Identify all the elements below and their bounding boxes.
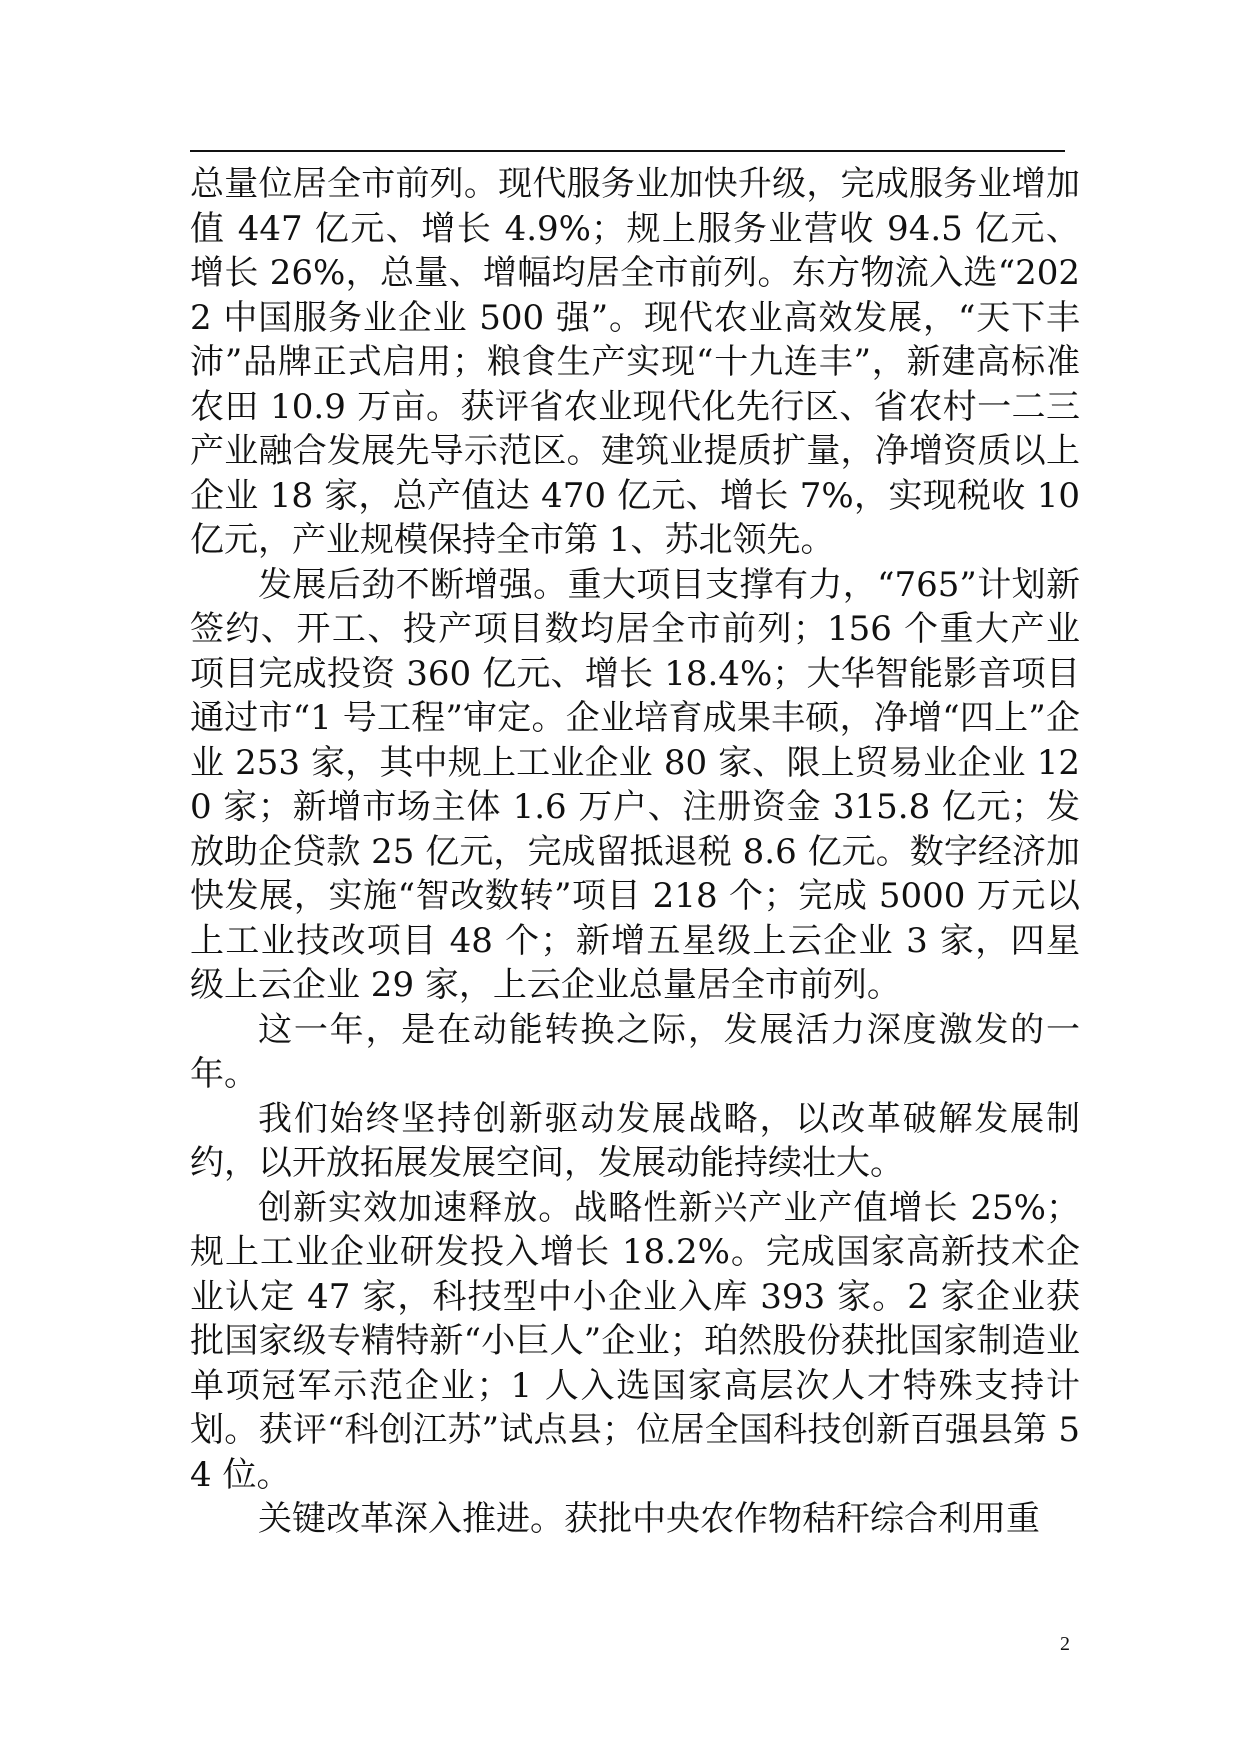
paragraph: 这一年，是在动能转换之际，发展活力深度激发的一年。: [190, 1009, 1080, 1094]
paragraph: 发展后劲不断增强。重大项目支撑有力，“765”计划新签约、开工、投产项目数均居全市前列；156 个重大产业项目完成投资 360 亿元、增长 18.4%；大华智能影音项目通过市“1 号工程”审定。企业培育成果丰硕，净增“四上”企业 253 家，其中规上工业企业 80 家、限上贸易业企业 120 家；新增市场主体 1.6 万户、注册资金 315.8 亿元；发放助企贷款 25 亿元，完成留抵退税 8.6 亿元。数字经济加快发展，实施“智改数转”项目 218 个；完成 5000 万元以上工业技改项目 48 个；新增五星级上云企业 3 家，四星级上云企业 29 家，上云企业总量居全市前列。: [190, 564, 1080, 1005]
paragraph: 我们始终坚持创新驱动发展战略，以改革破解发展制约，以开放拓展发展空间，发展动能持续壮大。: [190, 1098, 1080, 1183]
paragraph: 创新实效加速释放。战略性新兴产业产值增长 25%；规上工业企业研发投入增长 18.2%。完成国家高新技术企业认定 47 家，科技型中小企业入库 393 家。2 家企业获批国家级专精特新“小巨人”企业；珀然股份获批国家制造业单项冠军示范企业；1 人入选国家高层次人才特殊支持计划。获评“科创江苏”试点县；位居全国科技创新百强县第 54 位。: [190, 1187, 1080, 1495]
page-number: 2: [1060, 1633, 1070, 1655]
paragraph: 关键改革深入推进。获批中央农作物秸秆综合利用重: [258, 1499, 1040, 1539]
paragraph: 总量位居全市前列。现代服务业加快升级，完成服务业增加值 447 亿元、增长 4.9%；规上服务业营收 94.5 亿元、增长 26%，总量、增幅均居全市前列。东方物流入选“2022 中国服务业企业 500 强”。现代农业高效发展，“天下丰沛”品牌正式启用；粮食生产实现“十九连丰”，新建高标准农田 10.9 万亩。获评省农业现代化先行区、省农村一二三产业融合发展先导示范区。建筑业提质扩量，净增资质以上企业 18 家，总产值达 470 亿元、增长 7%，实现税收 10 亿元，产业规模保持全市第 1、苏北领先。: [190, 164, 1080, 560]
header-rule: [190, 150, 1065, 152]
body-text: [190, 162, 1080, 1542]
